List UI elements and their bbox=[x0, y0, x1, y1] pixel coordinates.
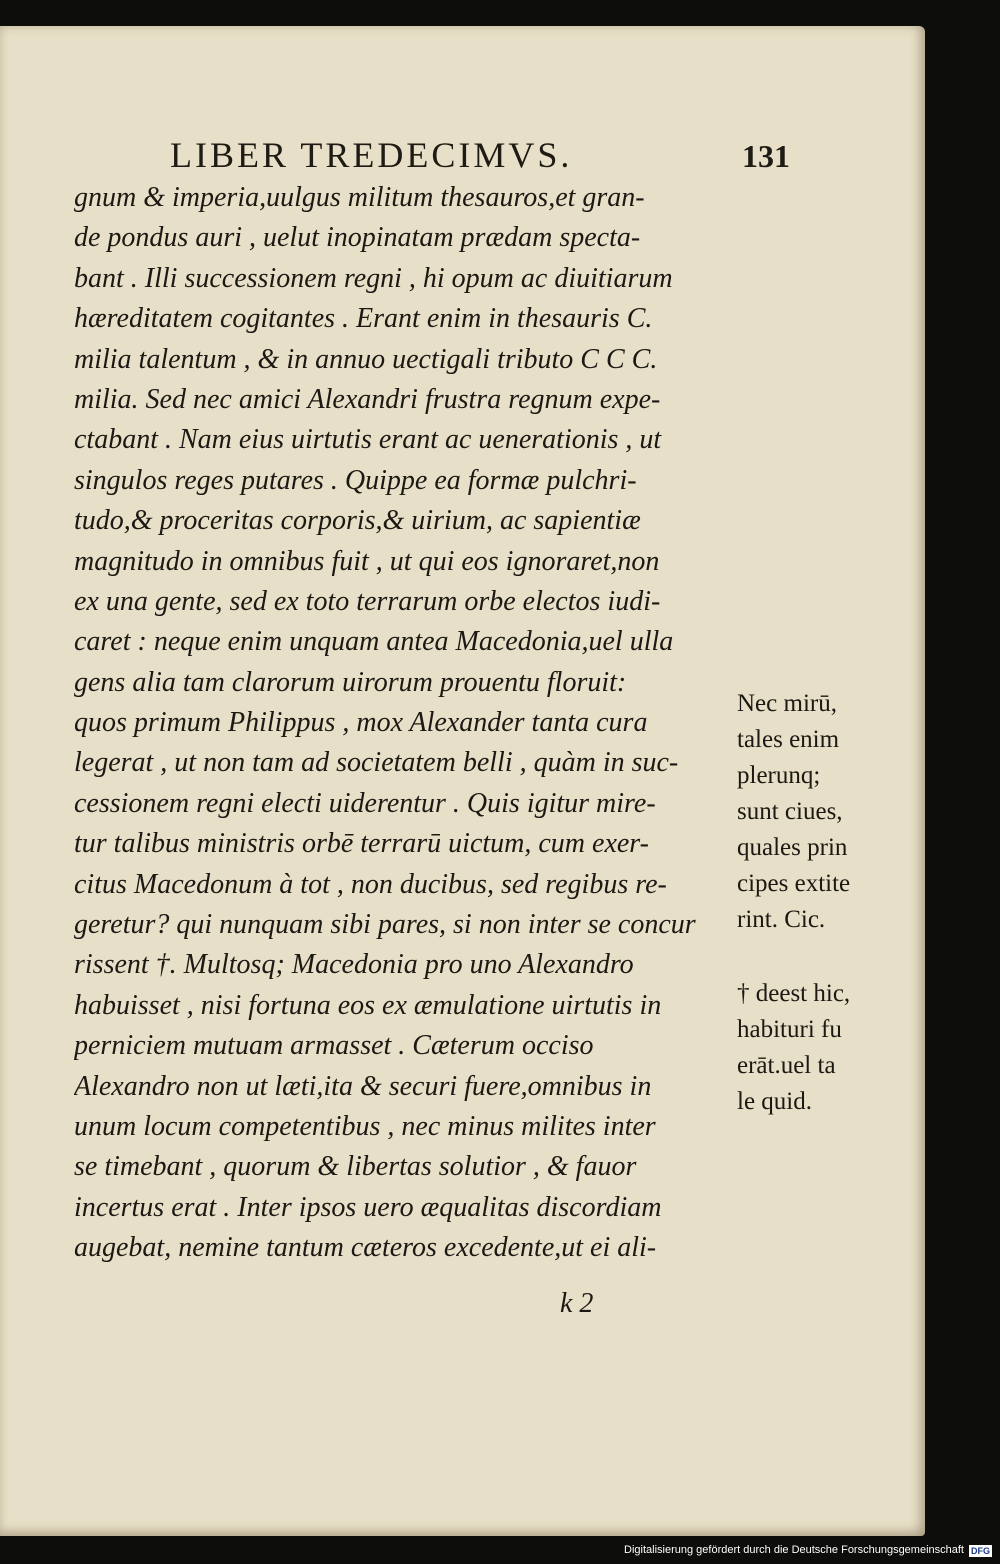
page-number: 131 bbox=[742, 138, 790, 174]
text-line: milia. Sed nec amici Alexandri frustra regnum expe- bbox=[74, 383, 661, 415]
book-page bbox=[0, 26, 925, 1536]
text-line: unum locum competentibus , nec minus milites inter bbox=[74, 1110, 656, 1142]
dfg-logo: DFG bbox=[971, 1546, 990, 1556]
margin-note-line: † deest hic, bbox=[737, 980, 851, 1007]
text-line: magnitudo in omnibus fuit , ut qui eos ignoraret,non bbox=[74, 545, 660, 577]
text-line: citus Macedonum à tot , non ducibus, sed regibus re- bbox=[74, 868, 667, 900]
margin-note-line: cipes extite bbox=[737, 870, 851, 897]
text-line: habuisset , nisi fortuna eos ex æmulatione uirtutis in bbox=[74, 989, 662, 1021]
text-line: quos primum Philippus , mox Alexander tanta cura bbox=[74, 707, 648, 739]
text-line: ex una gente, sed ex toto terrarum orbe electos iudi- bbox=[74, 585, 661, 617]
text-line: rissent †. Multosq; Macedonia pro uno Alexandro bbox=[74, 949, 634, 981]
margin-note-line: plerunq; bbox=[737, 762, 821, 789]
margin-note-line: rint. Cic. bbox=[737, 906, 826, 933]
text-line: cessionem regni electi uiderentur . Quis igitur mire- bbox=[74, 787, 656, 819]
margin-note bbox=[737, 686, 887, 938]
margin-note-line: le quid. bbox=[737, 1088, 812, 1115]
text-line: geretur? qui nunquam sibi pares, si non inter se concur bbox=[74, 909, 696, 941]
text-line: hæreditatem cogitantes . Erant enim in thesauris C. bbox=[74, 303, 653, 335]
text-line: tudo,& proceritas corporis,& uirium, ac sapientiæ bbox=[74, 505, 641, 537]
footer-credit: Digitalisierung gefördert durch die Deutsche Forschungsgemeinschaft bbox=[624, 1544, 964, 1556]
signature-mark: k 2 bbox=[560, 1288, 594, 1319]
margin-note-line: erāt.uel ta bbox=[737, 1052, 836, 1079]
text-line: gnum & imperia,uulgus militum thesauros,et gran- bbox=[74, 182, 645, 213]
text-line: tur talibus ministris orbē terrarū uictum, cum exer- bbox=[74, 828, 649, 860]
margin-note bbox=[737, 976, 887, 1120]
margin-note-line: Nec mirū, bbox=[737, 690, 837, 717]
text-line: se timebant , quorum & libertas solutior , & fauor bbox=[74, 1151, 637, 1183]
text-line: de pondus auri , uelut inopinatam prædam specta- bbox=[74, 222, 641, 254]
text-line: gens alia tam clarorum uirorum prouentu floruit: bbox=[74, 666, 627, 698]
text-line: ctabant . Nam eius uirtutis erant ac uenerationis , ut bbox=[74, 424, 662, 456]
text-line: legerat , ut non tam ad societatem belli , quàm in suc- bbox=[74, 747, 679, 779]
text-line: perniciem mutuam armasset . Cæterum occiso bbox=[74, 1030, 594, 1062]
text-line: milia talentum , & in annuo uectigali tributo C C C. bbox=[74, 343, 658, 375]
text-line: bant . Illi successionem regni , hi opum ac diuitiarum bbox=[74, 262, 673, 294]
text-line: singulos reges putares . Quippe ea formæ pulchri- bbox=[74, 464, 637, 496]
margin-note-line: tales enim bbox=[737, 726, 840, 753]
text-line: Alexandro non ut læti,ita & securi fuere,omnibus in bbox=[74, 1070, 652, 1102]
text-line: caret : neque enim unquam antea Macedonia,uel ulla bbox=[74, 626, 674, 658]
margin-note-line: quales prin bbox=[737, 834, 848, 861]
margin-note-line: sunt ciues, bbox=[737, 798, 843, 825]
text-line: incertus erat . Inter ipsos uero æqualitas discordiam bbox=[74, 1191, 662, 1223]
text-line: augebat, nemine tantum cæteros excedente,ut ei ali- bbox=[74, 1232, 657, 1264]
running-head: LIBER TREDECIMVS. bbox=[170, 135, 573, 175]
margin-note-line: habituri fu bbox=[737, 1016, 842, 1043]
body-text bbox=[74, 178, 734, 1269]
